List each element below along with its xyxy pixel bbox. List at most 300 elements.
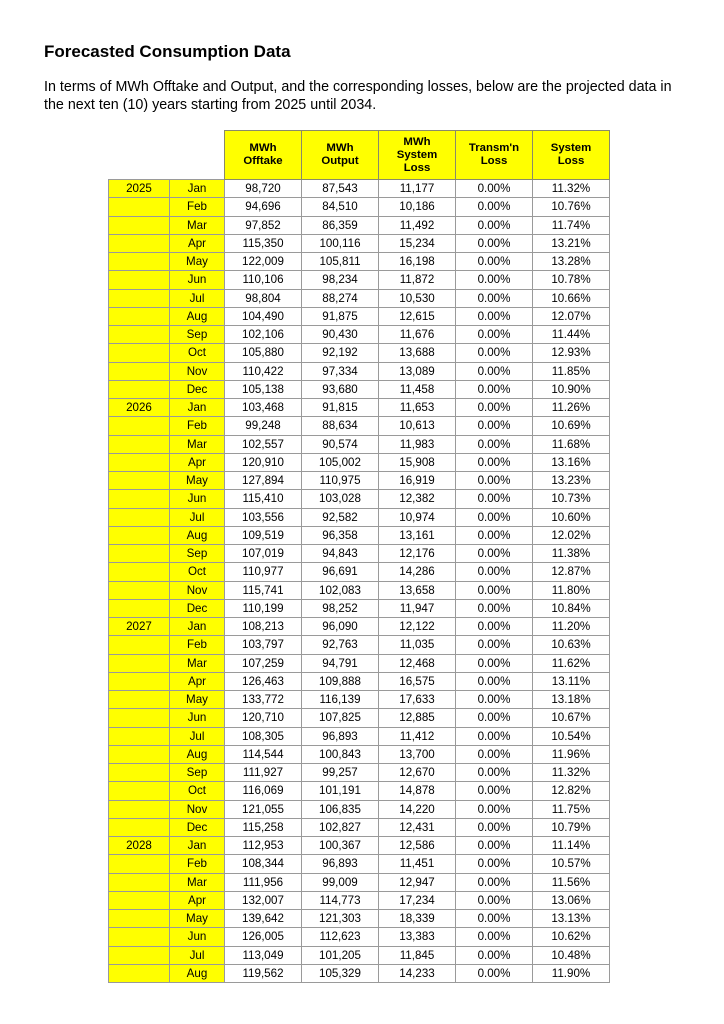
offtake-cell: 112,953 (225, 837, 302, 855)
offtake-cell: 98,804 (225, 289, 302, 307)
output-cell: 96,691 (302, 563, 379, 581)
system-loss-mwh-cell: 13,700 (379, 745, 456, 763)
table-row (109, 307, 610, 325)
system-loss-pct-cell: 11.56% (533, 873, 610, 891)
transmission-loss-cell: 0.00% (456, 216, 533, 234)
offtake-cell: 139,642 (225, 910, 302, 928)
table-row (109, 289, 610, 307)
system-loss-mwh-cell: 12,615 (379, 307, 456, 325)
year-cell (109, 764, 170, 782)
system-loss-mwh-cell: 11,458 (379, 380, 456, 398)
system-loss-mwh-cell: 12,885 (379, 709, 456, 727)
system-loss-mwh-cell: 16,198 (379, 253, 456, 271)
table-row (109, 472, 610, 490)
output-cell: 91,875 (302, 307, 379, 325)
output-cell: 100,843 (302, 745, 379, 763)
year-cell (109, 910, 170, 928)
offtake-cell: 102,106 (225, 326, 302, 344)
year-cell (109, 672, 170, 690)
year-cell: 2027 (109, 618, 170, 636)
system-loss-mwh-cell: 17,234 (379, 891, 456, 909)
output-cell: 96,893 (302, 855, 379, 873)
offtake-cell: 99,248 (225, 417, 302, 435)
system-loss-mwh-cell: 11,035 (379, 636, 456, 654)
offtake-cell: 111,927 (225, 764, 302, 782)
system-loss-mwh-cell: 14,233 (379, 964, 456, 982)
transmission-loss-cell: 0.00% (456, 800, 533, 818)
system-loss-pct-cell: 12.02% (533, 526, 610, 544)
system-loss-pct-cell: 10.66% (533, 289, 610, 307)
header-mwh-output: MWh Output (302, 131, 379, 180)
output-cell: 100,116 (302, 234, 379, 252)
month-cell: Dec (170, 599, 225, 617)
table-row (109, 964, 610, 982)
table-row (109, 599, 610, 617)
table-row (109, 198, 610, 216)
transmission-loss-cell: 0.00% (456, 818, 533, 836)
table-row (109, 362, 610, 380)
system-loss-pct-cell: 10.62% (533, 928, 610, 946)
system-loss-pct-cell: 11.90% (533, 964, 610, 982)
system-loss-mwh-cell: 11,947 (379, 599, 456, 617)
system-loss-pct-cell: 11.62% (533, 654, 610, 672)
offtake-cell: 121,055 (225, 800, 302, 818)
year-cell (109, 289, 170, 307)
table-row (109, 855, 610, 873)
transmission-loss-cell: 0.00% (456, 764, 533, 782)
system-loss-mwh-cell: 16,919 (379, 472, 456, 490)
output-cell: 110,975 (302, 472, 379, 490)
system-loss-pct-cell: 11.75% (533, 800, 610, 818)
system-loss-pct-cell: 11.32% (533, 180, 610, 198)
system-loss-mwh-cell: 13,383 (379, 928, 456, 946)
system-loss-pct-cell: 11.32% (533, 764, 610, 782)
system-loss-pct-cell: 11.68% (533, 435, 610, 453)
system-loss-mwh-cell: 12,670 (379, 764, 456, 782)
month-cell: Jul (170, 727, 225, 745)
transmission-loss-cell: 0.00% (456, 289, 533, 307)
system-loss-mwh-cell: 12,382 (379, 490, 456, 508)
transmission-loss-cell: 0.00% (456, 271, 533, 289)
system-loss-pct-cell: 10.67% (533, 709, 610, 727)
system-loss-pct-cell: 13.06% (533, 891, 610, 909)
transmission-loss-cell: 0.00% (456, 964, 533, 982)
month-cell: Mar (170, 435, 225, 453)
transmission-loss-cell: 0.00% (456, 526, 533, 544)
offtake-cell: 127,894 (225, 472, 302, 490)
offtake-cell: 109,519 (225, 526, 302, 544)
system-loss-pct-cell: 10.79% (533, 818, 610, 836)
output-cell: 92,582 (302, 508, 379, 526)
system-loss-mwh-cell: 16,575 (379, 672, 456, 690)
table-row (109, 891, 610, 909)
offtake-cell: 105,880 (225, 344, 302, 362)
year-cell (109, 563, 170, 581)
output-cell: 98,252 (302, 599, 379, 617)
year-cell (109, 435, 170, 453)
table-row (109, 745, 610, 763)
table-row (109, 490, 610, 508)
table-row (109, 453, 610, 471)
month-cell: Aug (170, 745, 225, 763)
output-cell: 94,791 (302, 654, 379, 672)
system-loss-pct-cell: 13.23% (533, 472, 610, 490)
system-loss-mwh-cell: 11,845 (379, 946, 456, 964)
year-cell (109, 782, 170, 800)
transmission-loss-cell: 0.00% (456, 253, 533, 271)
month-cell: Oct (170, 782, 225, 800)
year-cell (109, 727, 170, 745)
output-cell: 100,367 (302, 837, 379, 855)
table-row (109, 344, 610, 362)
month-cell: Jul (170, 289, 225, 307)
system-loss-mwh-cell: 12,947 (379, 873, 456, 891)
offtake-cell: 122,009 (225, 253, 302, 271)
system-loss-mwh-cell: 13,161 (379, 526, 456, 544)
system-loss-mwh-cell: 12,586 (379, 837, 456, 855)
output-cell: 99,009 (302, 873, 379, 891)
output-cell: 87,543 (302, 180, 379, 198)
year-cell (109, 362, 170, 380)
transmission-loss-cell: 0.00% (456, 198, 533, 216)
transmission-loss-cell: 0.00% (456, 453, 533, 471)
transmission-loss-cell: 0.00% (456, 344, 533, 362)
year-cell (109, 581, 170, 599)
month-cell: Nov (170, 362, 225, 380)
month-cell: May (170, 910, 225, 928)
year-cell (109, 745, 170, 763)
transmission-loss-cell: 0.00% (456, 873, 533, 891)
offtake-cell: 103,797 (225, 636, 302, 654)
system-loss-mwh-cell: 11,492 (379, 216, 456, 234)
month-cell: Apr (170, 234, 225, 252)
year-cell (109, 636, 170, 654)
system-loss-mwh-cell: 10,974 (379, 508, 456, 526)
table-row (109, 234, 610, 252)
month-cell: Jun (170, 709, 225, 727)
offtake-cell: 110,199 (225, 599, 302, 617)
system-loss-pct-cell: 10.78% (533, 271, 610, 289)
table-body (109, 180, 610, 983)
header-system-loss: System Loss (533, 131, 610, 180)
table-row (109, 709, 610, 727)
transmission-loss-cell: 0.00% (456, 563, 533, 581)
output-cell: 106,835 (302, 800, 379, 818)
month-cell: Jan (170, 837, 225, 855)
output-cell: 91,815 (302, 399, 379, 417)
table-row (109, 563, 610, 581)
month-cell: Jan (170, 618, 225, 636)
system-loss-mwh-cell: 18,339 (379, 910, 456, 928)
year-cell (109, 380, 170, 398)
system-loss-pct-cell: 11.26% (533, 399, 610, 417)
system-loss-pct-cell: 10.63% (533, 636, 610, 654)
transmission-loss-cell: 0.00% (456, 380, 533, 398)
offtake-cell: 111,956 (225, 873, 302, 891)
transmission-loss-cell: 0.00% (456, 891, 533, 909)
system-loss-pct-cell: 11.14% (533, 837, 610, 855)
year-cell (109, 326, 170, 344)
year-cell (109, 599, 170, 617)
output-cell: 102,083 (302, 581, 379, 599)
transmission-loss-cell: 0.00% (456, 928, 533, 946)
output-cell: 101,205 (302, 946, 379, 964)
output-cell: 90,430 (302, 326, 379, 344)
year-cell (109, 800, 170, 818)
system-loss-pct-cell: 12.93% (533, 344, 610, 362)
month-cell: Dec (170, 380, 225, 398)
table-row (109, 271, 610, 289)
output-cell: 96,090 (302, 618, 379, 636)
system-loss-pct-cell: 10.54% (533, 727, 610, 745)
output-cell: 97,334 (302, 362, 379, 380)
offtake-cell: 105,138 (225, 380, 302, 398)
output-cell: 92,192 (302, 344, 379, 362)
output-cell: 103,028 (302, 490, 379, 508)
table-row (109, 800, 610, 818)
header-blank-year (109, 131, 170, 180)
system-loss-pct-cell: 13.13% (533, 910, 610, 928)
intro-paragraph: In terms of MWh Offtake and Output, and the corresponding losses, below are the projected data in the next ten (10) years starting from 2025 until 2034. (44, 79, 672, 113)
offtake-cell: 133,772 (225, 691, 302, 709)
transmission-loss-cell: 0.00% (456, 581, 533, 599)
transmission-loss-cell: 0.00% (456, 545, 533, 563)
offtake-cell: 108,213 (225, 618, 302, 636)
offtake-cell: 126,005 (225, 928, 302, 946)
transmission-loss-cell: 0.00% (456, 837, 533, 855)
header-blank-month (170, 131, 225, 180)
output-cell: 92,763 (302, 636, 379, 654)
month-cell: Oct (170, 563, 225, 581)
table-row (109, 253, 610, 271)
system-loss-mwh-cell: 11,983 (379, 435, 456, 453)
output-cell: 96,358 (302, 526, 379, 544)
table-row (109, 818, 610, 836)
month-cell: Oct (170, 344, 225, 362)
transmission-loss-cell: 0.00% (456, 618, 533, 636)
year-cell (109, 508, 170, 526)
output-cell: 105,811 (302, 253, 379, 271)
output-cell: 84,510 (302, 198, 379, 216)
offtake-cell: 115,410 (225, 490, 302, 508)
transmission-loss-cell: 0.00% (456, 910, 533, 928)
header-row (109, 131, 610, 180)
output-cell: 88,634 (302, 417, 379, 435)
transmission-loss-cell: 0.00% (456, 727, 533, 745)
year-cell (109, 253, 170, 271)
page-title: Forecasted Consumption Data (44, 42, 291, 61)
table-row (109, 399, 610, 417)
table-row (109, 928, 610, 946)
offtake-cell: 132,007 (225, 891, 302, 909)
month-cell: Aug (170, 307, 225, 325)
month-cell: Mar (170, 654, 225, 672)
year-cell (109, 216, 170, 234)
offtake-cell: 94,696 (225, 198, 302, 216)
offtake-cell: 115,258 (225, 818, 302, 836)
month-cell: May (170, 253, 225, 271)
system-loss-pct-cell: 11.20% (533, 618, 610, 636)
year-cell (109, 891, 170, 909)
header-transmission-loss: Transm'n Loss (456, 131, 533, 180)
system-loss-pct-cell: 12.87% (533, 563, 610, 581)
transmission-loss-cell: 0.00% (456, 508, 533, 526)
month-cell: Apr (170, 672, 225, 690)
system-loss-mwh-cell: 12,468 (379, 654, 456, 672)
year-cell (109, 234, 170, 252)
year-cell (109, 472, 170, 490)
month-cell: Dec (170, 818, 225, 836)
system-loss-mwh-cell: 10,186 (379, 198, 456, 216)
offtake-cell: 108,344 (225, 855, 302, 873)
system-loss-mwh-cell: 12,176 (379, 545, 456, 563)
year-cell (109, 928, 170, 946)
table-row (109, 581, 610, 599)
year-cell (109, 855, 170, 873)
output-cell: 99,257 (302, 764, 379, 782)
year-cell: 2026 (109, 399, 170, 417)
transmission-loss-cell: 0.00% (456, 709, 533, 727)
transmission-loss-cell: 0.00% (456, 599, 533, 617)
transmission-loss-cell: 0.00% (456, 435, 533, 453)
output-cell: 86,359 (302, 216, 379, 234)
table-row (109, 526, 610, 544)
year-cell (109, 526, 170, 544)
month-cell: Jul (170, 946, 225, 964)
system-loss-pct-cell: 11.85% (533, 362, 610, 380)
system-loss-mwh-cell: 13,658 (379, 581, 456, 599)
offtake-cell: 113,049 (225, 946, 302, 964)
transmission-loss-cell: 0.00% (456, 234, 533, 252)
system-loss-mwh-cell: 14,286 (379, 563, 456, 581)
transmission-loss-cell: 0.00% (456, 654, 533, 672)
table-row (109, 618, 610, 636)
transmission-loss-cell: 0.00% (456, 362, 533, 380)
month-cell: Nov (170, 581, 225, 599)
system-loss-mwh-cell: 10,613 (379, 417, 456, 435)
year-cell (109, 818, 170, 836)
transmission-loss-cell: 0.00% (456, 399, 533, 417)
header-mwh-system-loss: MWh System Loss (379, 131, 456, 180)
system-loss-pct-cell: 13.21% (533, 234, 610, 252)
transmission-loss-cell: 0.00% (456, 180, 533, 198)
output-cell: 116,139 (302, 691, 379, 709)
output-cell: 90,574 (302, 435, 379, 453)
system-loss-pct-cell: 10.57% (533, 855, 610, 873)
year-cell (109, 417, 170, 435)
month-cell: Sep (170, 764, 225, 782)
month-cell: Feb (170, 855, 225, 873)
month-cell: May (170, 691, 225, 709)
system-loss-pct-cell: 11.44% (533, 326, 610, 344)
transmission-loss-cell: 0.00% (456, 745, 533, 763)
system-loss-mwh-cell: 13,089 (379, 362, 456, 380)
table-row (109, 545, 610, 563)
month-cell: Sep (170, 326, 225, 344)
month-cell: Jun (170, 928, 225, 946)
table-row (109, 180, 610, 198)
header-mwh-offtake: MWh Offtake (225, 131, 302, 180)
transmission-loss-cell: 0.00% (456, 691, 533, 709)
system-loss-pct-cell: 13.28% (533, 253, 610, 271)
offtake-cell: 119,562 (225, 964, 302, 982)
year-cell (109, 307, 170, 325)
month-cell: Aug (170, 526, 225, 544)
offtake-cell: 102,557 (225, 435, 302, 453)
system-loss-pct-cell: 11.96% (533, 745, 610, 763)
table-row (109, 380, 610, 398)
output-cell: 96,893 (302, 727, 379, 745)
table-row (109, 691, 610, 709)
system-loss-mwh-cell: 11,412 (379, 727, 456, 745)
year-cell: 2025 (109, 180, 170, 198)
table-row (109, 782, 610, 800)
month-cell: Apr (170, 891, 225, 909)
system-loss-pct-cell: 12.07% (533, 307, 610, 325)
output-cell: 102,827 (302, 818, 379, 836)
month-cell: Mar (170, 873, 225, 891)
output-cell: 93,680 (302, 380, 379, 398)
month-cell: Sep (170, 545, 225, 563)
output-cell: 105,329 (302, 964, 379, 982)
offtake-cell: 126,463 (225, 672, 302, 690)
offtake-cell: 97,852 (225, 216, 302, 234)
month-cell: May (170, 472, 225, 490)
offtake-cell: 104,490 (225, 307, 302, 325)
month-cell: Jul (170, 508, 225, 526)
year-cell (109, 545, 170, 563)
system-loss-mwh-cell: 15,908 (379, 453, 456, 471)
system-loss-mwh-cell: 10,530 (379, 289, 456, 307)
month-cell: Jan (170, 399, 225, 417)
year-cell (109, 490, 170, 508)
system-loss-mwh-cell: 14,878 (379, 782, 456, 800)
year-cell (109, 709, 170, 727)
year-cell (109, 964, 170, 982)
output-cell: 107,825 (302, 709, 379, 727)
output-cell: 101,191 (302, 782, 379, 800)
year-cell: 2028 (109, 837, 170, 855)
system-loss-pct-cell: 13.16% (533, 453, 610, 471)
system-loss-mwh-cell: 13,688 (379, 344, 456, 362)
system-loss-mwh-cell: 11,676 (379, 326, 456, 344)
transmission-loss-cell: 0.00% (456, 636, 533, 654)
output-cell: 94,843 (302, 545, 379, 563)
system-loss-pct-cell: 10.84% (533, 599, 610, 617)
system-loss-pct-cell: 11.80% (533, 581, 610, 599)
month-cell: Nov (170, 800, 225, 818)
system-loss-pct-cell: 11.74% (533, 216, 610, 234)
system-loss-mwh-cell: 12,431 (379, 818, 456, 836)
system-loss-pct-cell: 11.38% (533, 545, 610, 563)
offtake-cell: 110,106 (225, 271, 302, 289)
output-cell: 114,773 (302, 891, 379, 909)
month-cell: Jun (170, 271, 225, 289)
system-loss-mwh-cell: 15,234 (379, 234, 456, 252)
system-loss-pct-cell: 12.82% (533, 782, 610, 800)
year-cell (109, 198, 170, 216)
offtake-cell: 115,350 (225, 234, 302, 252)
system-loss-pct-cell: 13.18% (533, 691, 610, 709)
offtake-cell: 120,710 (225, 709, 302, 727)
month-cell: Mar (170, 216, 225, 234)
offtake-cell: 114,544 (225, 745, 302, 763)
consumption-table (108, 130, 610, 983)
month-cell: Aug (170, 964, 225, 982)
table-row (109, 417, 610, 435)
table-row (109, 727, 610, 745)
system-loss-mwh-cell: 11,653 (379, 399, 456, 417)
